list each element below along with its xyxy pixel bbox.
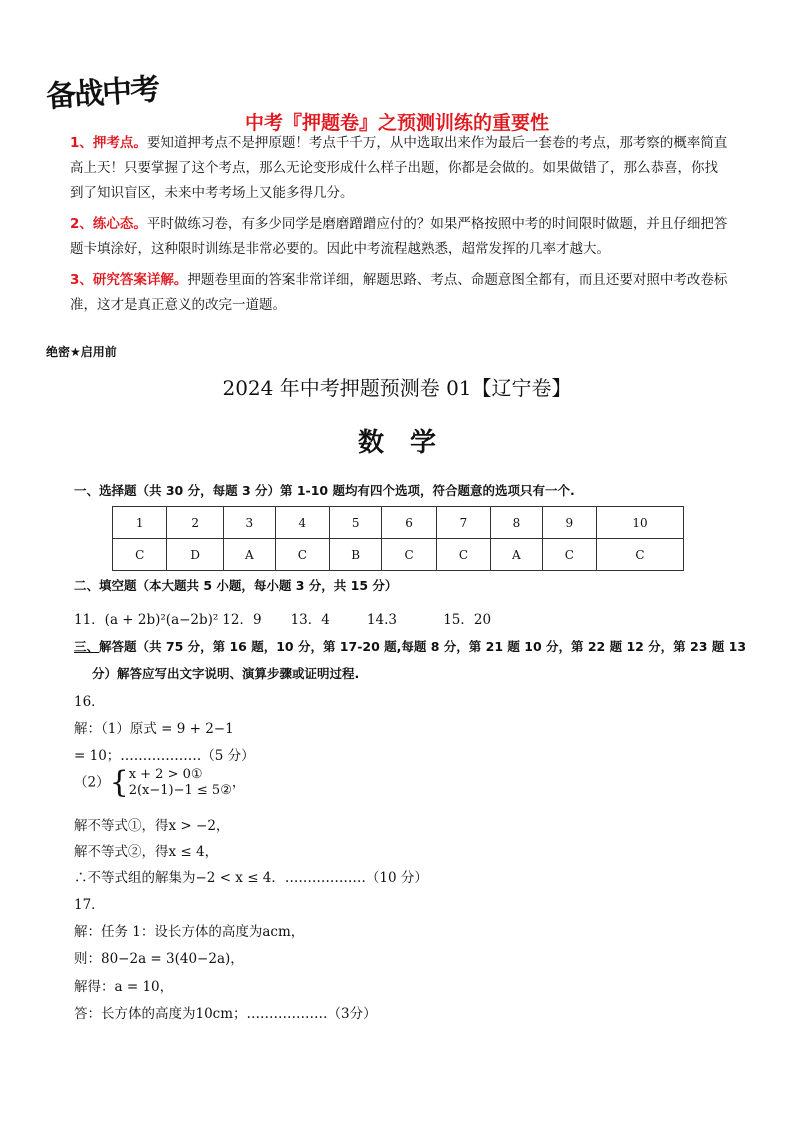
table-cell: 7 (436, 507, 490, 539)
promo-point-1 (70, 131, 730, 206)
q16-system (74, 767, 245, 799)
q16-line: 解不等式②，得x ≤ 4， (74, 844, 219, 860)
table-cell: A (491, 539, 543, 571)
table-cell: C (597, 539, 684, 571)
fill-answer-11: 11．(a + 2b)²(a−2b)² (74, 612, 219, 628)
table-cell: C (542, 539, 596, 571)
subject-title: 数学 (357, 428, 462, 458)
section3-prefix: 三、 (74, 639, 100, 654)
fill-answer-15: 15．20 (443, 612, 492, 628)
secret-label: 绝密★启用前 (46, 345, 117, 359)
q16-part2-label: （2） (74, 774, 110, 791)
table-cell: 4 (275, 507, 329, 539)
fill-answers (74, 608, 503, 628)
section2-heading: 二、填空题（本大题共 5 小题，每小题 3 分，共 15 分） (74, 578, 398, 593)
inequality-1: x + 2 > 0① (128, 767, 203, 782)
table-row-answers (113, 539, 684, 571)
table-cell: 9 (542, 507, 596, 539)
promo-point-text: 要知道押考点不是押原题！考点千千万，从中选取出来作为最后一套卷的考点，那考察的概率简直高上天！只要掌握了这个考点，那么无论变形成什么样子出题，你都是会做的。如果做错了，那么恭喜，你找到了知识盲区，未来中考考场上又能多得几分。 (70, 135, 728, 201)
promo-point-3 (70, 268, 730, 318)
table-cell: C (275, 539, 329, 571)
fill-answer-12: 12．9 (222, 612, 262, 628)
promo-point-label: 3、研究答案详解。 (70, 272, 188, 288)
q16-line: 解不等式①，得x > −2， (74, 818, 230, 834)
promo-point-text: 押题卷里面的答案非常详细，解题思路、考点、命题意图全都有，而且还要对照中考改卷标准，这才是真正意义的改完一道题。 (70, 272, 728, 313)
table-cell: 10 (597, 507, 684, 539)
table-cell: C (382, 539, 436, 571)
table-cell: 3 (224, 507, 276, 539)
table-cell: 1 (113, 507, 167, 539)
q17-line: 则：80−2a = 3(40−2a)， (74, 951, 244, 967)
q17-line: 答：长方体的高度为10cm；………………（3分） (74, 1006, 377, 1022)
table-cell: C (436, 539, 490, 571)
promo-point-2 (70, 212, 730, 262)
table-cell: 5 (329, 507, 381, 539)
table-cell: A (224, 539, 276, 571)
table-cell: B (329, 539, 381, 571)
exam-title: 2024 年中考押题预测卷 01【辽宁卷】 (222, 376, 572, 400)
table-row-numbers (113, 507, 684, 539)
promo-point-label: 1、押考点。 (70, 135, 147, 151)
section3-heading-line2: 分）解答应写出文字说明、演算步骤或证明过程. (92, 666, 360, 681)
fill-answer-13: 13．4 (290, 612, 330, 628)
q16-line: = 10；………………（5 分） (74, 748, 255, 764)
q16-line: ∴不等式组的解集为−2 < x ≤ 4．………………（10 分） (74, 870, 428, 886)
q17-line: 解：任务 1：设长方体的高度为acm， (74, 924, 305, 940)
promo-point-label: 2、练心态。 (70, 216, 147, 232)
table-cell: 6 (382, 507, 436, 539)
table-cell: D (167, 539, 224, 571)
q16-line: 解：（1）原式 = 9 + 2−1 (74, 721, 234, 737)
brace-icon: { (109, 765, 129, 800)
table-cell: C (113, 539, 167, 571)
fill-answer-14: 14.3 (366, 612, 397, 628)
logo-text: 备战中考 (45, 72, 160, 115)
section1-heading: 一、选择题（共 30 分，每题 3 分）第 1-10 题均有四个选项，符合题意的选项只有一个. (74, 483, 575, 498)
brand-logo (38, 62, 188, 115)
promo-point-text: 平时做练习卷，有多少同学是磨磨蹭蹭应付的？如果严格按照中考的时间限时做题，并且仔细把答题卡填涂好，这种限时训练是非常必要的。因此中考流程越熟悉，超常发挥的几率才越大。 (70, 216, 728, 257)
q16-number: 16． (74, 694, 105, 710)
inequality-2: 2(x−1)−1 ≤ 5② (128, 783, 232, 798)
q17-number: 17． (74, 897, 105, 913)
q17-line: 解得：a = 10， (74, 979, 174, 995)
section3-heading (74, 637, 746, 655)
table-cell: 8 (491, 507, 543, 539)
promo-title: 中考『押题卷』之预测训练的重要性 (244, 112, 549, 134)
inequality-system (129, 767, 232, 799)
answer-table (112, 506, 684, 571)
system-tail: ， (231, 774, 246, 791)
table-cell: 2 (167, 507, 224, 539)
section3-heading-line1: 解答题（共 75 分，第 16 题，10 分，第 17-20 题,每题 8 分，第 21 题 10 分，第 22 题 12 分，第 23 题 13 (99, 639, 747, 654)
